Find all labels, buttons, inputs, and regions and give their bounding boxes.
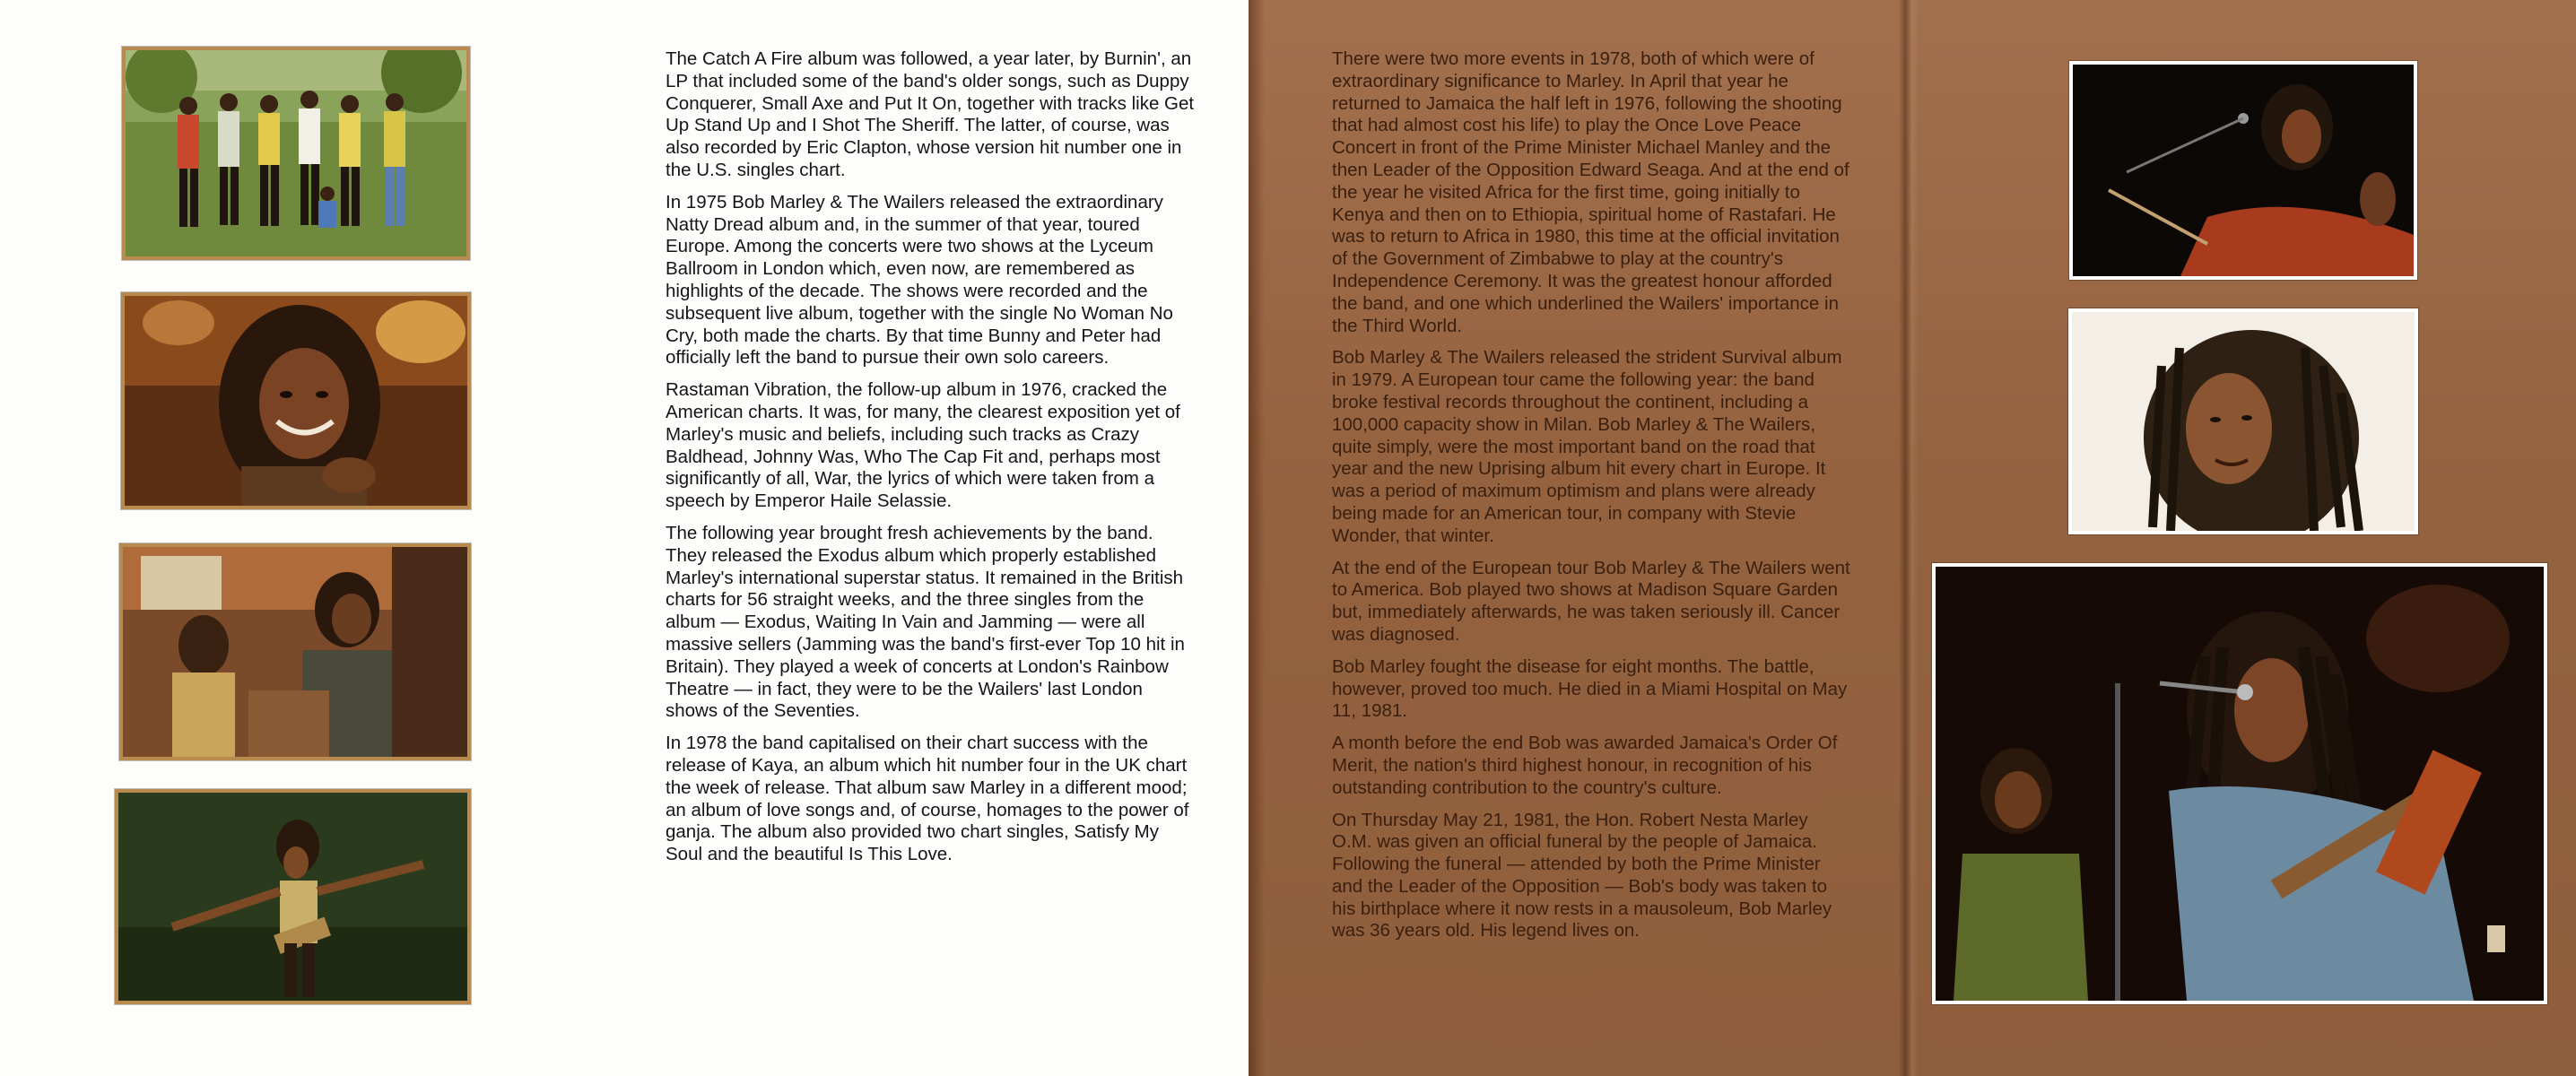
live-performance-photo	[1932, 563, 2547, 1004]
band-group-photo	[122, 47, 470, 260]
left-paragraph-1: The Catch A Fire album was followed, a year later, by Burnin', an LP that included some of the band's older songs, such as Duppy Conquerer, Small Axe and Put It On, together with tracks like Get Up Stand Up and I Shot The Sheriff. The latter, of course, was also recorded by Eric Clapton, whose version hit number one in the U.S. singles chart.	[666, 48, 1195, 180]
right-paragraph-2: Bob Marley & The Wailers released the strident Survival album in 1979. A European tour came the following year: the band broke festival records throughout the continent, including a 100,000 capacity show in Milan. Bob Marley & The Wailers, quite simply, were the most important band on the road that year and the new Uprising album hit every chart in Europe. It was a period of maximum optimism and plans were already being made for an American tour, in company with Stevie Wonder, that winter.	[1332, 347, 1842, 546]
left-page	[0, 0, 1249, 1076]
right-paragraph-5: A month before the end Bob was awarded Jamaica's Order Of Merit, the nation's third highest honour, in recognition of his outstanding contribution to the country's culture.	[1332, 733, 1838, 798]
smiling-portrait-photo	[121, 292, 471, 509]
center-fold	[1899, 0, 1919, 1076]
left-paragraph-2: In 1975 Bob Marley & The Wailers released the extraordinary Natty Dread album and, in the summer of that year, toured Europe. Among the concerts were two shows at the Lyceum Ballroom in London which, even now, are remembered as highlights of the decade. The shows were recorded and the subsequent live album, together with the single No Woman No Cry, both made the charts. By that time Bunny and Peter had officially left the band to pursue their own solo careers.	[666, 191, 1173, 369]
left-page-text	[666, 48, 1195, 876]
with-child-photo	[119, 543, 471, 760]
left-paragraph-3: Rastaman Vibration, the follow-up album in 1976, cracked the American charts. It was, for many, the clearest exposition yet of Marley's music and beliefs, including such tracks as Crazy Baldhead, Johnny Was, Who The Cap Fit and, perhaps most significantly of all, War, the lyrics of which were taken from a speech by Emperor Haile Selassie.	[666, 379, 1180, 512]
dreadlocks-portrait-photo	[2068, 308, 2418, 534]
right-paragraph-4: Bob Marley fought the disease for eight months. The battle, however, proved too much. He died in a Miami Hospital on May 11, 1981.	[1332, 655, 1848, 722]
right-paragraph-3: At the end of the European tour Bob Marley & The Wailers went to America. Bob played two shows at Madison Square Garden but, immediately afterwards, he was taken seriously ill. Cancer was diagnosed.	[1332, 557, 1850, 645]
right-paragraph-1: There were two more events in 1978, both of which were of extraordinary significance to Marley. In April that year he returned to Jamaica the half left in 1976, following the shooting that had almost cost his life) to play the Once Love Peace Concert in front of the Prime Minister Michael Manley and the then Leader of the Opposition Edward Seaga. And at the end of the year he visited Africa for the first time, going initially to Kenya and then on to Ethiopia, spiritual home of Rastafari. He was to return to Africa in 1980, this time at the official invitation of the Government of Zimbabwe to play at the country's Independence Ceremony. It was the greatest honour afforded the band, and one which underlined the Wailers' importance in the Third World.	[1332, 48, 1849, 336]
right-page-text	[1332, 48, 1852, 952]
right-paragraph-6: On Thursday May 21, 1981, the Hon. Robert Nesta Marley O.M. was given an official funeral by the people of Jamaica. Following the funeral — attended by both the Prime Minister and the Leader of the Opposition — Bob's body was taken to his birthplace where it now rests in a mausoleum, Bob Marley was 36 years old. His legend lives on.	[1332, 809, 1832, 941]
left-paragraph-5: In 1978 the band capitalised on their chart success with the release of Kaya, an album which hit number four in the UK chart the week of release. That album saw Marley in a different mood; an album of love songs and, of course, homages to the power of ganja. The album also provided two chart singles, Satisfy My Soul and the beautiful Is This Love.	[666, 733, 1189, 865]
singing-mic-photo	[2069, 61, 2417, 280]
right-page	[1249, 0, 2576, 1076]
left-paragraph-4: The following year brought fresh achievements by the band. They released the Exodus album which properly established Marley's international superstar status. It remained in the British charts for 56 straight weeks, and the three singles from the album — Exodus, Waiting In Vain and Jamming — were all massive sellers (Jamming was the band's first-ever Top 10 hit in Britain). They played a week of concerts at London's Rainbow Theatre — in fact, they were to be the Wailers' last London shows of the Seventies.	[666, 522, 1185, 722]
on-stage-photo	[115, 789, 471, 1004]
page-edge-shadow	[1249, 0, 1265, 1076]
